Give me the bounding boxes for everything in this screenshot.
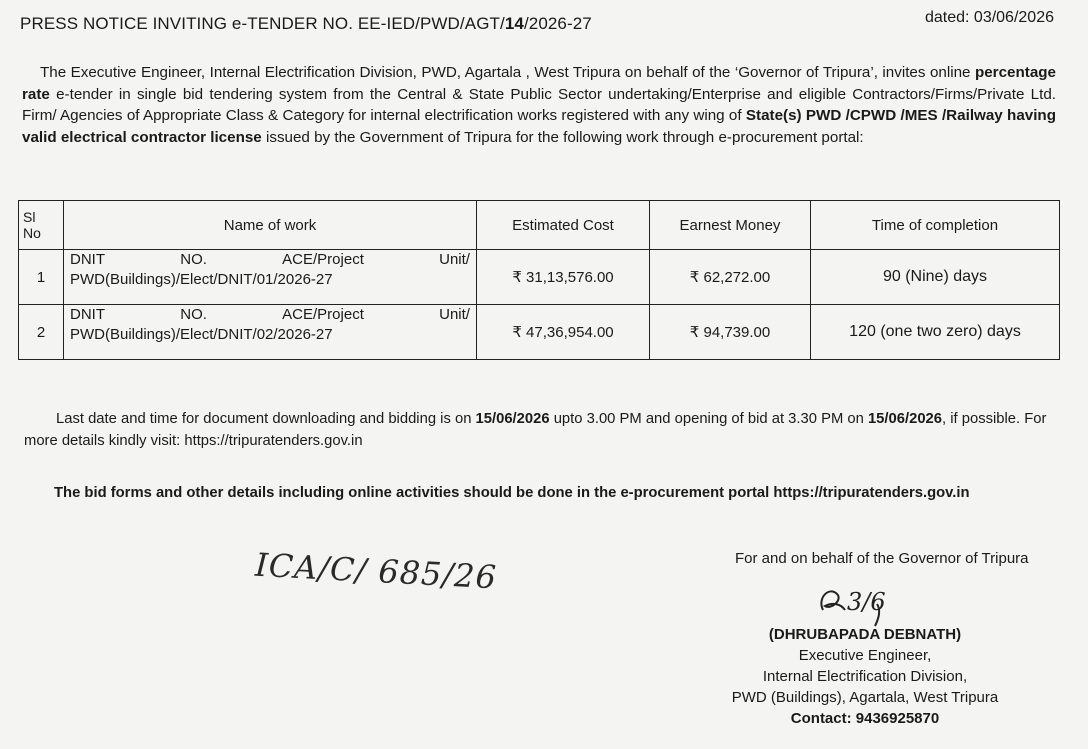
work-code: DNIT [70, 306, 105, 323]
signature-scribble-icon [815, 580, 895, 628]
row-earnest-money: ₹ 94,739.00 [650, 305, 811, 360]
table-header-row [19, 201, 1060, 250]
signer-office: PWD (Buildings), Agartala, West Tripura [731, 689, 999, 706]
header-estimated-cost: Estimated Cost [477, 201, 650, 250]
intro-bold-2: State(s) PWD /CPWD /MES /Railway having valid electrical contractor license [22, 107, 1056, 146]
table-row [19, 250, 1060, 305]
notice-title-prefix: PRESS NOTICE INVITING e-TENDER NO. EE-IED/PWD/AGT/ [20, 14, 505, 33]
row-name-of-work [64, 305, 477, 360]
signer-block [700, 624, 1030, 729]
intro-text-1: The Executive Engineer, Internal Electrification Division, PWD, Agartala , West Tripura on behalf of the ‘Governor of Tripura’, invites online [40, 64, 975, 81]
work-unit: Unit/ [439, 306, 470, 323]
row-sl-no: 2 [19, 305, 64, 360]
header-sl-no: Sl No [19, 201, 64, 250]
behalf-line: For and on behalf of the Governor of Tripura [735, 550, 1029, 567]
intro-paragraph [22, 62, 1056, 148]
work-no: NO. [180, 306, 207, 323]
notice-title [20, 14, 592, 34]
row-name-of-work [64, 250, 477, 305]
last-date-text-3: , if possible. For more details kindly visit: https://tripuratenders.gov.in [24, 411, 1047, 449]
notice-title-suffix: /2026-27 [523, 14, 592, 33]
work-project: ACE/Project [282, 306, 364, 323]
intro-text-3: issued by the Government of Tripura for the following work through e-procurement portal: [261, 128, 864, 146]
last-date-text-1: Last date and time for document downloading and bidding is on [56, 411, 476, 427]
last-date-text-2: upto 3.00 PM and opening of bid at 3.30 PM on [549, 411, 868, 427]
signer-division: Internal Electrification Division, [762, 668, 968, 685]
header-name-of-work: Name of work [64, 201, 477, 250]
portal-note: The bid forms and other details including online activities should be done in the e-procurement portal https://tripuratenders.gov.in [54, 485, 970, 501]
last-date-bold-2: 15/06/2026 [867, 411, 943, 427]
tender-table [18, 200, 1060, 360]
work-project: ACE/Project [282, 251, 364, 268]
intro-text-2: e-tender in single bid tendering system from the Central & State Public Sector undertaking/Enterprise and eligible Contractors/Firms/Private Ltd. Firm/ Agencies of Appropriate Class & Category for internal electrification works registered with any wing of [22, 85, 1056, 124]
handwritten-reference: ICA/C/ 685/26 [254, 545, 498, 597]
last-date-bold-1: 15/06/2026 [475, 411, 550, 427]
work-no: NO. [180, 251, 207, 268]
work-line2: PWD(Buildings)/Elect/DNIT/01/2026-27 [70, 271, 333, 288]
row-estimated-cost: ₹ 31,13,576.00 [477, 250, 650, 305]
work-unit: Unit/ [439, 251, 470, 268]
row-time-of-completion: 120 (one two zero) days [811, 305, 1060, 360]
signature-initials: 3/6 [847, 588, 886, 616]
work-code: DNIT [70, 251, 105, 268]
header-time-of-completion: Time of completion [811, 201, 1060, 250]
signer-name: (DHRUBAPADA DEBNATH) [768, 626, 962, 643]
work-line2: PWD(Buildings)/Elect/DNIT/02/2026-27 [70, 326, 333, 343]
row-earnest-money: ₹ 62,272.00 [650, 250, 811, 305]
notice-date: dated: 03/06/2026 [924, 9, 1054, 26]
header-earnest-money: Earnest Money [650, 201, 811, 250]
row-sl-no: 1 [19, 250, 64, 305]
signer-contact: Contact: 9436925870 [790, 710, 940, 727]
intro-bold-1: percentage rate [22, 64, 1056, 103]
row-estimated-cost: ₹ 47,36,954.00 [477, 305, 650, 360]
table-row [19, 305, 1060, 360]
row-time-of-completion: 90 (Nine) days [811, 250, 1060, 305]
signer-designation: Executive Engineer, [798, 647, 932, 664]
notice-number: 14 [504, 14, 524, 33]
last-date-note [24, 408, 1064, 452]
